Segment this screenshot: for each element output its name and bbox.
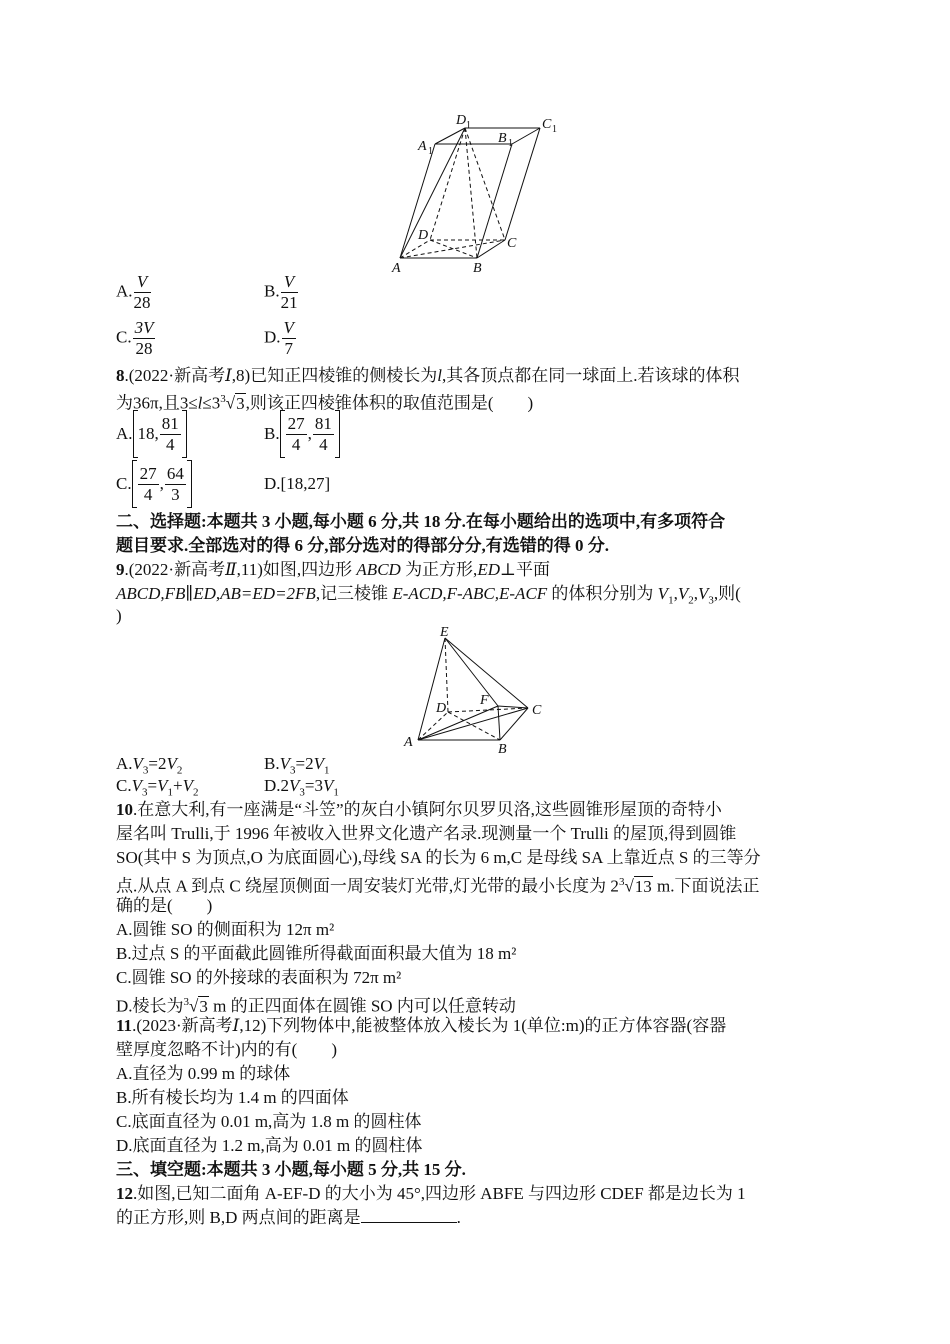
q8-line-1: 8.(2022·新高考Ⅰ,8)已知正四棱锥的侧棱长为l,其各顶点都在同一球面上.若该球的体积 — [116, 366, 740, 385]
answer-blank[interactable] — [361, 1206, 457, 1223]
label-B: B — [473, 261, 482, 276]
q7-option-a: A. $\frac{V}{28}$ — [116, 272, 151, 312]
label-C: C — [532, 703, 542, 718]
label-A: A — [404, 735, 413, 750]
figure-parallelepiped — [390, 112, 570, 278]
label-E: E — [440, 625, 449, 640]
label-A: A — [392, 261, 401, 276]
q11-line-2: 壁厚度忽略不计)内的有( ) — [116, 1040, 337, 1059]
label-C: C — [507, 236, 517, 251]
section-2-heading: 二、选择题:本题共 3 小题,每小题 6 分,共 18 分.在每小题给出的选项中,有多项符合 — [116, 512, 726, 531]
q10-line-5: 确的是( ) — [116, 896, 213, 915]
svg-text:1: 1 — [466, 120, 471, 131]
q8-option-b: B. $\frac{27}{4}$ , $\frac{81}{4}$ — [264, 410, 340, 458]
q8-line-2: 为36π,且$3\le l\le 3^3√3$,则该正四棱锥体积的取值范围是( ) — [116, 393, 534, 413]
svg-text:1: 1 — [428, 146, 433, 157]
q10-line-1: 10.在意大利,有一座满是“斗笠”的灰白小镇阿尔贝罗贝洛,这些圆锥形屋顶的奇特小 — [116, 800, 722, 819]
q11-option-a: A.直径为 0.99 m 的球体 — [116, 1064, 291, 1083]
section-2-heading-2: 题目要求.全部选对的得 6 分,部分选对的得部分分,有选错的得 0 分. — [116, 536, 609, 555]
label-D: D — [418, 228, 429, 243]
q10-line-4: 点.从点 A 到点 C 绕屋顶侧面一周安装灯光带,灯光带的最小长度为 $2^3√13$ m.下面说法正 — [116, 876, 760, 896]
svg-text:1: 1 — [508, 138, 513, 149]
q9-option-d: $D.2V_3=3V_1$ — [264, 776, 339, 799]
q9-option-a: $A.V_3=2V_2$ — [116, 754, 183, 777]
q10-option-b: B.过点 S 的平面截此圆锥所得截面面积最大值为 18 m² — [116, 944, 517, 963]
q7-option-d: D. $\frac{V}{7}$ — [264, 318, 294, 358]
q12-line-2: 的正方形,则 B,D 两点间的距离是 . — [116, 1208, 461, 1227]
q11-line-1: 11.(2023·新高考Ⅰ,12)下列物体中,能被整体放入棱长为 1(单位:m)的正方体容器(容器 — [116, 1016, 727, 1035]
q9-line-1: 9.(2022·新高考Ⅱ,11)如图,四边形 ABCD 为正方形,ED⊥平面 — [116, 560, 550, 579]
q9-option-c: $C.V_3=V_1+V_2$ — [116, 776, 199, 799]
figure-pyramid — [400, 620, 560, 756]
q12-line-1: 12.如图,已知二面角 A-EF-D 的大小为 45°,四边形 ABFE 与四边形 CDEF 都是边长为 1 — [116, 1184, 746, 1203]
label-D: D — [436, 701, 447, 716]
q8-option-d: D.[18,27] — [264, 474, 331, 493]
label-B1: B — [498, 131, 507, 146]
q9-line-3: ) — [116, 606, 122, 625]
section-3-heading: 三、填空题:本题共 3 小题,每小题 5 分,共 15 分. — [116, 1160, 466, 1179]
q10-option-d: D.棱长为$^3$√3 m 的正四面体在圆锥 SO 内可以任意转动 — [116, 996, 516, 1016]
label-A1: A — [418, 139, 427, 154]
label-D1: D — [456, 113, 467, 128]
q11-option-c: C.底面直径为 0.01 m,高为 1.8 m 的圆柱体 — [116, 1112, 422, 1131]
label-B: B — [498, 742, 507, 756]
q8-option-a: A. 18, $\frac{81}{4}$ — [116, 410, 187, 458]
q9-line-2: ABCD,FB∥ED,AB=ED=2FB,记三棱锥 E-ACD,F-ABC,E-ACF 的体积分别为 $V_1,V_2,V_3$,则( — [116, 584, 741, 607]
q10-line-3: SO(其中 S 为顶点,O 为底面圆心),母线 SA 的长为 6 m,C 是母线 SA 上靠近点 S 的三等分 — [116, 848, 761, 867]
q8-option-c: C. $\frac{27}{4}$ , $\frac{64}{3}$ — [116, 460, 192, 508]
q9-option-b: $B.V_3=2V_1$ — [264, 754, 330, 777]
q10-line-2: 屋名叫 Trulli,于 1996 年被收入世界文化遗产名录.现测量一个 Trulli 的屋顶,得到圆锥 — [116, 824, 737, 843]
svg-text:1: 1 — [552, 124, 557, 135]
q11-option-b: B.所有棱长均为 1.4 m 的四面体 — [116, 1088, 349, 1107]
q7-option-b: B. $\frac{V}{21}$ — [264, 272, 298, 312]
label-C1: C — [542, 117, 552, 132]
q10-option-a: A.圆锥 SO 的侧面积为 12π m² — [116, 920, 335, 939]
q10-option-c: C.圆锥 SO 的外接球的表面积为 72π m² — [116, 968, 402, 987]
q11-option-d: D.底面直径为 1.2 m,高为 0.01 m 的圆柱体 — [116, 1136, 423, 1155]
q7-option-c: C. $\frac{3V}{28}$ — [116, 318, 154, 358]
label-F: F — [480, 693, 489, 708]
